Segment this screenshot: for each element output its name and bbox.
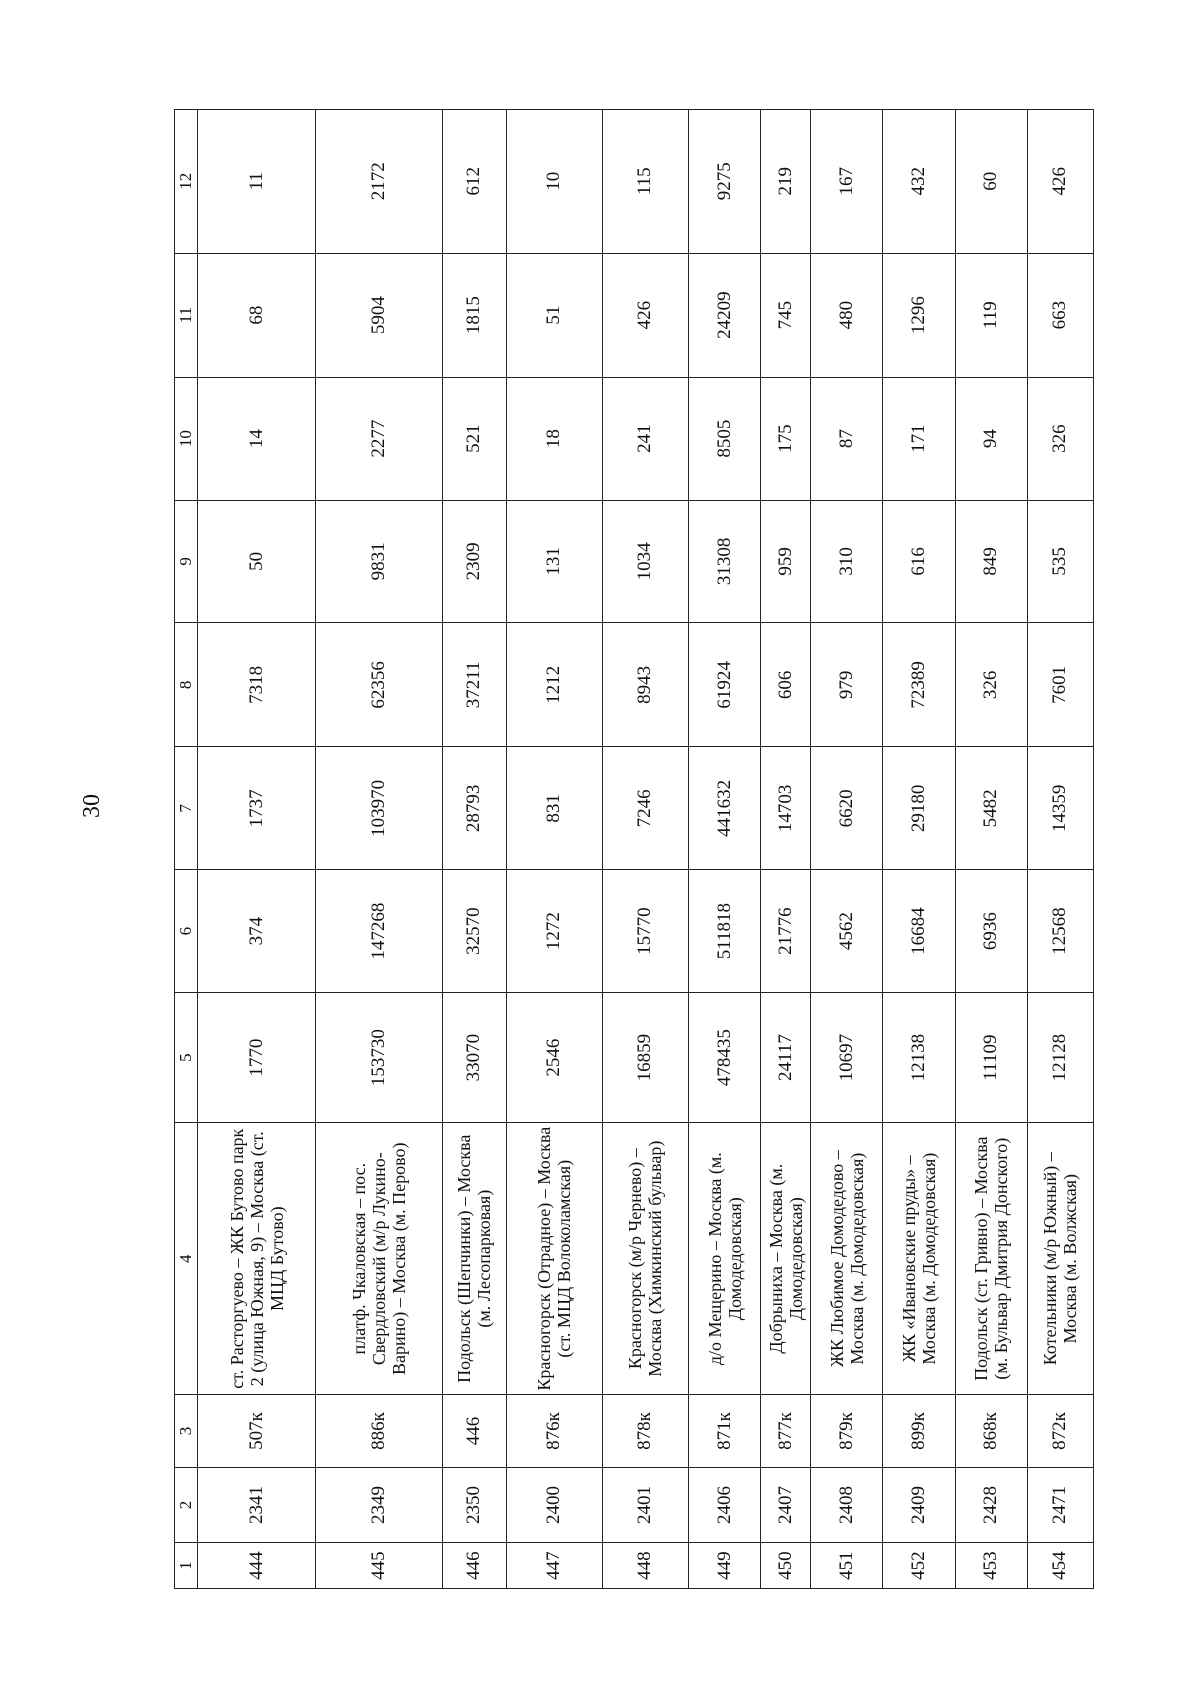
table-cell: 326 [1027,377,1093,500]
table-cell: 11109 [955,993,1027,1123]
table-row [811,110,883,1589]
table-cell: 2341 [198,1467,316,1542]
table-cell: 1815 [442,253,506,377]
column-header: 11 [175,253,198,377]
table-cell: 31308 [689,500,761,623]
table-cell: 61924 [689,623,761,747]
table-cell: 10 [506,110,602,254]
table-cell: 28793 [442,747,506,870]
table-cell: 447 [506,1543,602,1589]
table-cell: 444 [198,1543,316,1589]
table-cell: 535 [1027,500,1093,623]
table-cell: 454 [1027,1543,1093,1589]
table-row [761,110,811,1589]
table-cell: 745 [761,253,811,377]
table-cell: 979 [811,623,883,747]
route-cell: Красногорск (Отрадное) – Москва (ст. МЦД Волоколамская) [506,1123,602,1395]
table-cell: 441632 [689,747,761,870]
route-cell: Красногорск (м/р Чернево) – Москва (Химкинский бульвар) [602,1123,688,1395]
table-cell: 147268 [316,870,442,993]
column-header: 9 [175,500,198,623]
header-row [175,110,198,1589]
table-cell: 2409 [883,1467,955,1542]
table-cell: 326 [955,623,1027,747]
table-cell: 879к [811,1395,883,1467]
table-cell: 663 [1027,253,1093,377]
table-cell: 310 [811,500,883,623]
data-table [174,109,1094,1589]
table-cell: 1212 [506,623,602,747]
table-cell: 51 [506,253,602,377]
table-cell: 4562 [811,870,883,993]
table-cell: 7601 [1027,623,1093,747]
table-cell: 2400 [506,1467,602,1542]
table-cell: 878к [602,1395,688,1467]
table-cell: 480 [811,253,883,377]
table-cell: 521 [442,377,506,500]
table-cell: 171 [883,377,955,500]
page-number: 30 [79,794,105,818]
table-row [316,110,442,1589]
table-cell: 831 [506,747,602,870]
table-cell: 219 [761,110,811,254]
column-header: 5 [175,993,198,1123]
table-cell: 37211 [442,623,506,747]
rotated-table-wrapper [174,109,1094,1589]
table-cell: 2428 [955,1467,1027,1542]
table-cell: 14359 [1027,747,1093,870]
table-cell: 2406 [689,1467,761,1542]
table-row [602,110,688,1589]
table-cell: 446 [442,1543,506,1589]
table-cell: 877к [761,1395,811,1467]
table-cell: 241 [602,377,688,500]
route-cell: Подольск (Шепчинки) – Москва (м. Лесопарковая) [442,1123,506,1395]
table-cell: 72389 [883,623,955,747]
table-row [506,110,602,1589]
column-header: 1 [175,1543,198,1589]
table-cell: 21776 [761,870,811,993]
table-cell: 12138 [883,993,955,1123]
route-cell: платф. Чкаловская – пос. Свердловский (м/р Лукино-Варино) – Москва (м. Перово) [316,1123,442,1395]
table-cell: 12568 [1027,870,1093,993]
table-cell: 153730 [316,993,442,1123]
table-row [955,110,1027,1589]
table-cell: 167 [811,110,883,254]
table-cell: 14 [198,377,316,500]
table-cell: 1272 [506,870,602,993]
table-cell: 2172 [316,110,442,254]
column-header: 2 [175,1467,198,1542]
table-cell: 445 [316,1543,442,1589]
table-cell: 11 [198,110,316,254]
table-cell: 5482 [955,747,1027,870]
table-cell: 478435 [689,993,761,1123]
route-cell: ст. Расторгуево – ЖК Бутово парк 2 (улица Южная, 9) – Москва (ст. МЦД Бутово) [198,1123,316,1395]
route-cell: ЖК «Ивановские пруды» – Москва (м. Домодедовская) [883,1123,955,1395]
column-header: 10 [175,377,198,500]
table-cell: 16684 [883,870,955,993]
table-cell: 2546 [506,993,602,1123]
table-cell: 7318 [198,623,316,747]
table-cell: 14703 [761,747,811,870]
table-cell: 2350 [442,1467,506,1542]
table-cell: 959 [761,500,811,623]
table-cell: 32570 [442,870,506,993]
table-cell: 18 [506,377,602,500]
route-cell: Добрыниха – Москва (м. Домодедовская) [761,1123,811,1395]
table-cell: 616 [883,500,955,623]
route-cell: д/о Мещерино – Москва (м. Домодедовская) [689,1123,761,1395]
table-cell: 6936 [955,870,1027,993]
table-cell: 606 [761,623,811,747]
table-cell: 2349 [316,1467,442,1542]
table-cell: 2401 [602,1467,688,1542]
route-cell: Котельники (м/р Южный) – Москва (м. Волжская) [1027,1123,1093,1395]
table-cell: 10697 [811,993,883,1123]
column-header: 3 [175,1395,198,1467]
table-cell: 451 [811,1543,883,1589]
table-cell: 5904 [316,253,442,377]
table-cell: 15770 [602,870,688,993]
column-header: 7 [175,747,198,870]
table-cell: 426 [1027,110,1093,254]
table-body [198,110,1094,1589]
table-cell: 448 [602,1543,688,1589]
table-cell: 2408 [811,1467,883,1542]
table-cell: 876к [506,1395,602,1467]
table-cell: 507к [198,1395,316,1467]
table-cell: 6620 [811,747,883,870]
table-cell: 899к [883,1395,955,1467]
route-cell: Подольск (ст. Гривно) – Москва (м. Бульвар Дмитрия Донского) [955,1123,1027,1395]
table-cell: 115 [602,110,688,254]
table-cell: 24209 [689,253,761,377]
table-cell: 868к [955,1395,1027,1467]
table-row [442,110,506,1589]
table-cell: 2309 [442,500,506,623]
table-row [689,110,761,1589]
table-cell: 872к [1027,1395,1093,1467]
table-cell: 2407 [761,1467,811,1542]
table-cell: 29180 [883,747,955,870]
table-cell: 426 [602,253,688,377]
table-cell: 94 [955,377,1027,500]
column-header: 12 [175,110,198,254]
table-cell: 103970 [316,747,442,870]
table-cell: 432 [883,110,955,254]
table-cell: 131 [506,500,602,623]
table-cell: 452 [883,1543,955,1589]
table-cell: 2471 [1027,1467,1093,1542]
column-header: 8 [175,623,198,747]
table-cell: 62356 [316,623,442,747]
table-cell: 511818 [689,870,761,993]
table-cell: 612 [442,110,506,254]
table-cell: 8943 [602,623,688,747]
column-header: 6 [175,870,198,993]
table-cell: 453 [955,1543,1027,1589]
table-cell: 871к [689,1395,761,1467]
table-cell: 9275 [689,110,761,254]
table-cell: 1770 [198,993,316,1123]
table-cell: 886к [316,1395,442,1467]
table-cell: 33070 [442,993,506,1123]
table-cell: 24117 [761,993,811,1123]
table-cell: 849 [955,500,1027,623]
table-cell: 2277 [316,377,442,500]
table-cell: 60 [955,110,1027,254]
column-header: 4 [175,1123,198,1395]
table-row [1027,110,1093,1589]
table-cell: 12128 [1027,993,1093,1123]
route-cell: ЖК Любимое Домодедово – Москва (м. Домодедовская) [811,1123,883,1395]
table-cell: 446 [442,1395,506,1467]
table-cell: 8505 [689,377,761,500]
table-cell: 9831 [316,500,442,623]
table-cell: 119 [955,253,1027,377]
table-cell: 450 [761,1543,811,1589]
table-cell: 50 [198,500,316,623]
table-row [198,110,316,1589]
table-cell: 1737 [198,747,316,870]
table-cell: 1034 [602,500,688,623]
table-cell: 374 [198,870,316,993]
table-cell: 1296 [883,253,955,377]
table-cell: 7246 [602,747,688,870]
table-cell: 87 [811,377,883,500]
table-cell: 449 [689,1543,761,1589]
table-cell: 16859 [602,993,688,1123]
table-row [883,110,955,1589]
table-cell: 175 [761,377,811,500]
table-cell: 68 [198,253,316,377]
